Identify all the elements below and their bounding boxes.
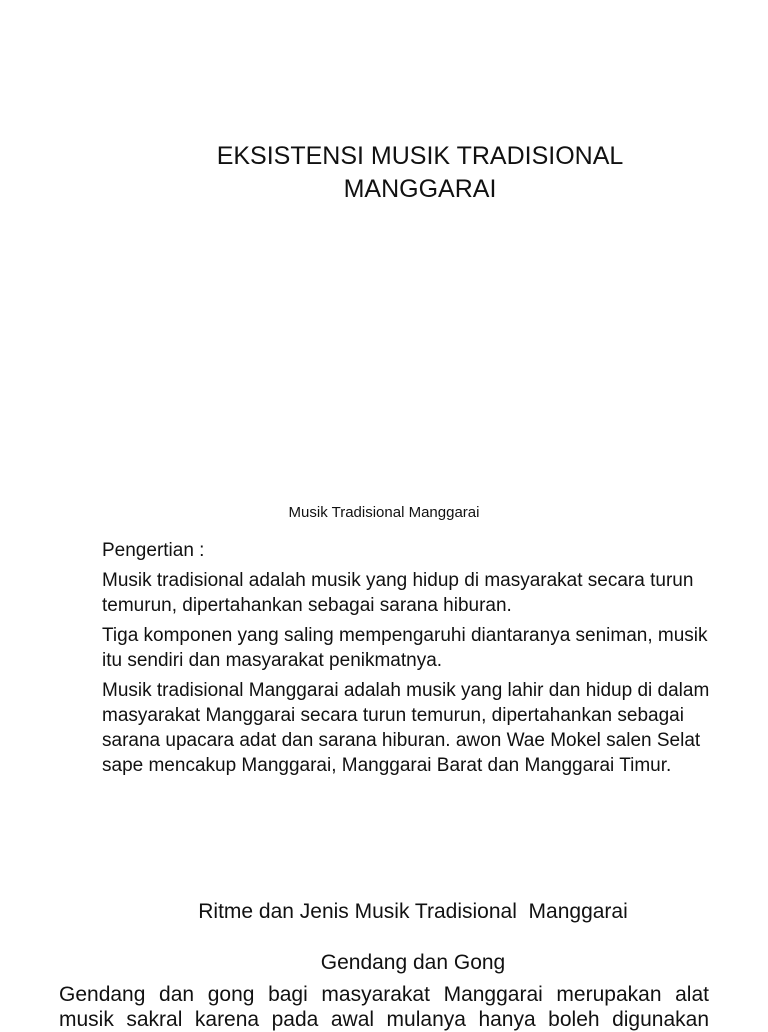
pengertian-paragraph-1: Musik tradisional adalah musik yang hidup di masyarakat secara turun temurun, dipertahankan sebagai sarana hiburan.: [102, 570, 694, 616]
title-line-1: EKSISTENSI MUSIK TRADISIONAL: [216, 142, 624, 170]
title-line-2: MANGGARAI: [343, 175, 497, 203]
pengertian-paragraph-2: Tiga komponen yang saling mempengaruhi diantaranya seniman, musik itu sendiri dan masyarakat penikmatnya.: [102, 625, 708, 671]
ritme-heading: Ritme dan Jenis Musik Tradisional Manggarai: [198, 900, 628, 923]
gendang-gong-body: Gendang dan gong bagi masyarakat Manggarai merupakan alat musik sakral karena pada awal mulanya hanya boleh digunakan: [59, 983, 709, 1031]
gendang-gong-heading: Gendang dan Gong: [320, 951, 506, 974]
pengertian-paragraph-3: Musik tradisional Manggarai adalah musik yang lahir dan hidup di dalam masyarakat Manggarai secara turun temurun, dipertahankan sebagai sarana upacara adat dan sarana hiburan. awon Wae Mokel salen Selat sape mencakup Manggarai, Manggarai Barat dan Manggarai Timur.: [102, 680, 710, 776]
pengertian-heading: Pengertian :: [102, 540, 205, 561]
pengertian-section: [102, 538, 722, 783]
document-title: [150, 140, 690, 206]
image-caption: Musik Tradisional Manggarai: [288, 504, 480, 521]
